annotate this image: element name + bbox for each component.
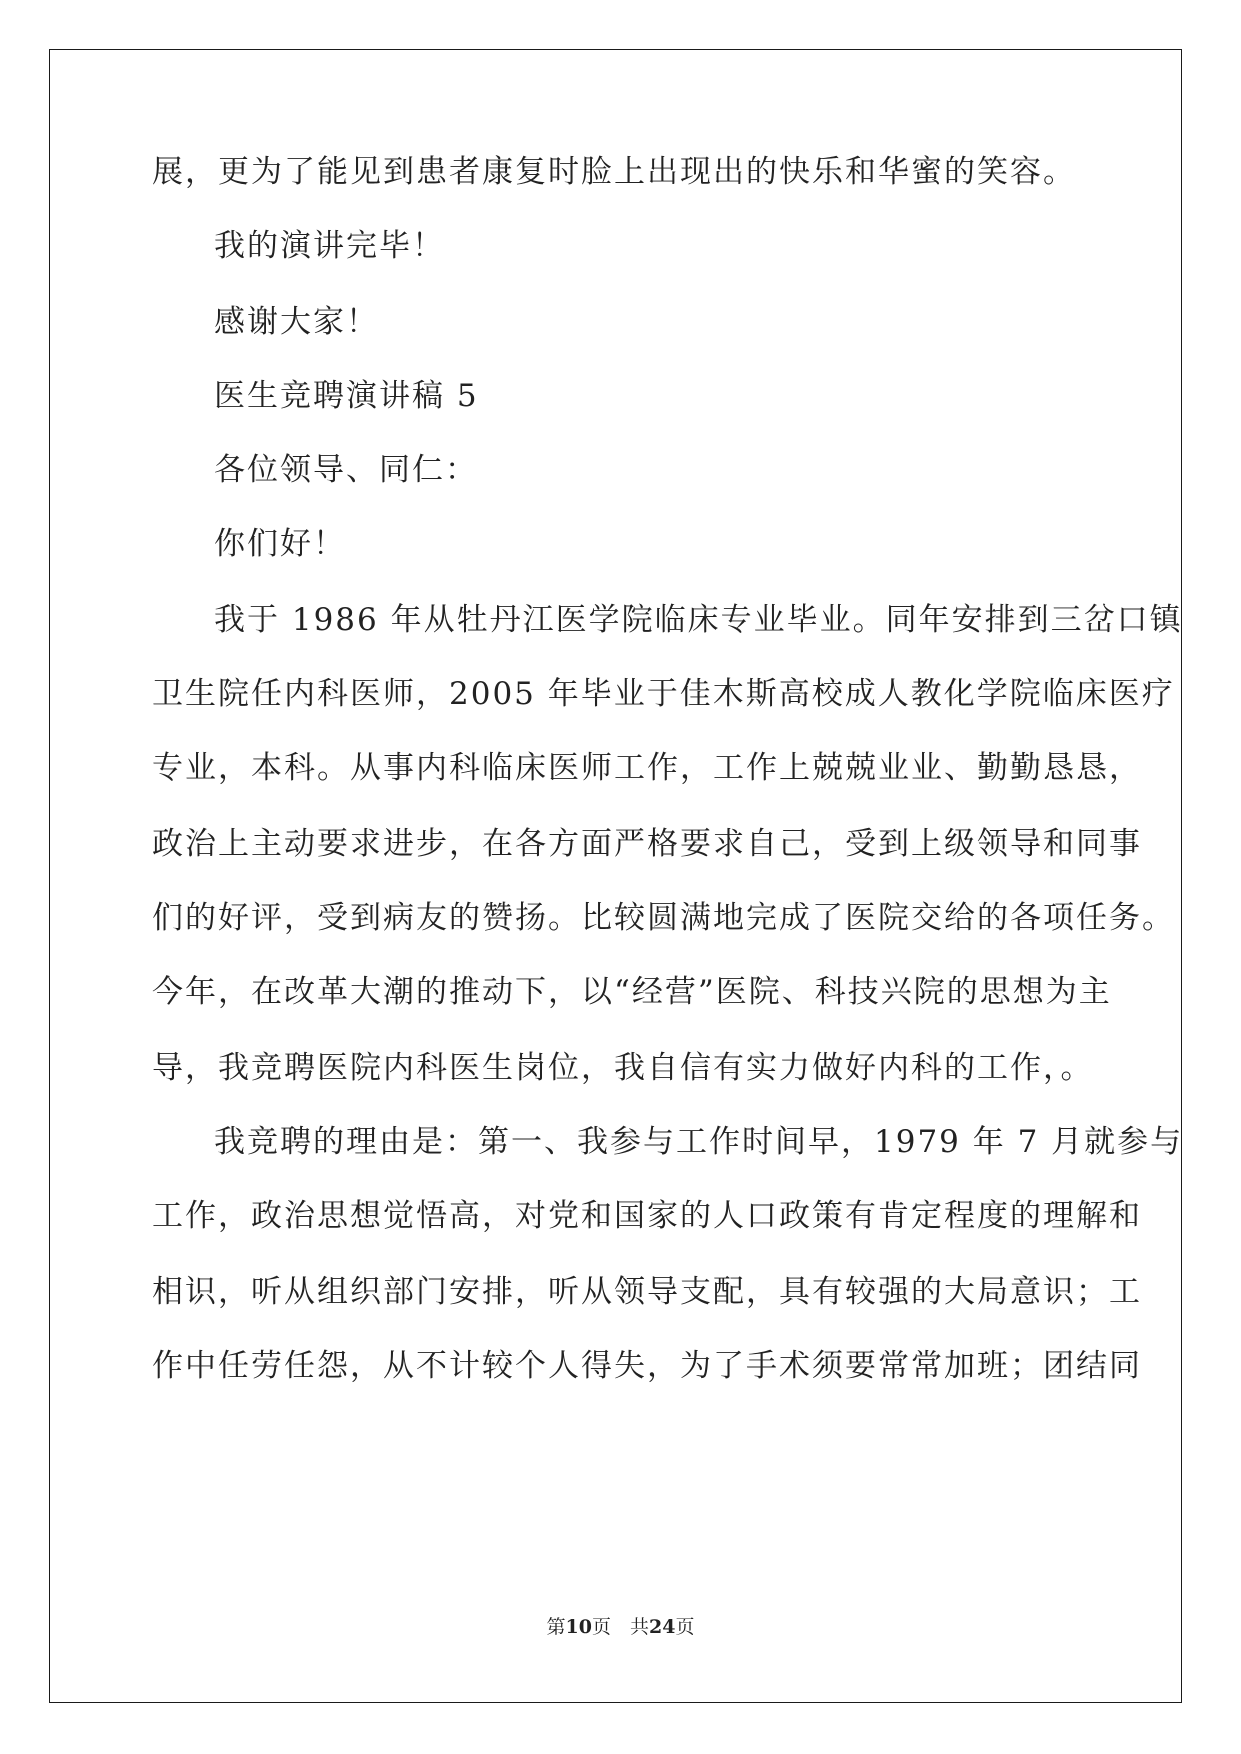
footer-suffix: 页: [675, 1616, 695, 1638]
text-line-12: 今年，在改革大潮的推动下，以“经营”医院、科技兴院的思想为主: [152, 974, 1112, 1010]
text-line-6: 你们好！: [214, 526, 346, 562]
text-line-9: 专业，本科。从事内科临床医师工作，工作上兢兢业业、勤勤恳恳，: [152, 750, 1142, 786]
text-line-3: 感谢大家！: [214, 304, 379, 340]
section-heading: 医生竞聘演讲稿 5: [214, 378, 479, 414]
text-line-13: 导，我竞聘医院内科医生岗位，我自信有实力做好内科的工作，。: [152, 1050, 1094, 1086]
text-line-14: 我竞聘的理由是：第一、我参与工作时间早，1979 年 7 月就参与: [214, 1124, 1184, 1160]
text-line-2: 我的演讲完毕！: [214, 228, 445, 264]
footer-middle: 页 共: [591, 1616, 649, 1638]
text-line-16: 相识，听从组织部门安排，听从领导支配，具有较强的大局意识；工: [152, 1274, 1142, 1310]
text-line-1: 展，更为了能见到患者康复时脸上出现出的快乐和华蜜的笑容。: [152, 154, 1076, 190]
total-pages-number: 24: [649, 1616, 676, 1638]
text-line-17: 作中任劳任怨，从不计较个人得失，为了手术须要常常加班；团结同: [152, 1348, 1142, 1384]
text-line-7: 我于 1986 年从牡丹江医学院临床专业毕业。同年安排到三岔口镇: [214, 602, 1183, 638]
current-page-number: 10: [565, 1616, 592, 1638]
text-line-8: 卫生院任内科医师，2005 年毕业于佳木斯高校成人教化学院临床医疗: [152, 676, 1175, 712]
text-line-15: 工作，政治思想觉悟高，对党和国家的人口政策有肯定程度的理解和: [152, 1198, 1142, 1234]
text-line-5: 各位领导、同仁：: [214, 452, 478, 488]
text-line-10: 政治上主动要求进步，在各方面严格要求自己，受到上级领导和同事: [152, 826, 1142, 862]
page-border: [49, 49, 1182, 1703]
text-line-11: 们的好评，受到病友的赞扬。比较圆满地完成了医院交给的各项任务。: [152, 900, 1175, 936]
footer-prefix: 第: [546, 1616, 566, 1638]
page-footer: [0, 1612, 1241, 1639]
